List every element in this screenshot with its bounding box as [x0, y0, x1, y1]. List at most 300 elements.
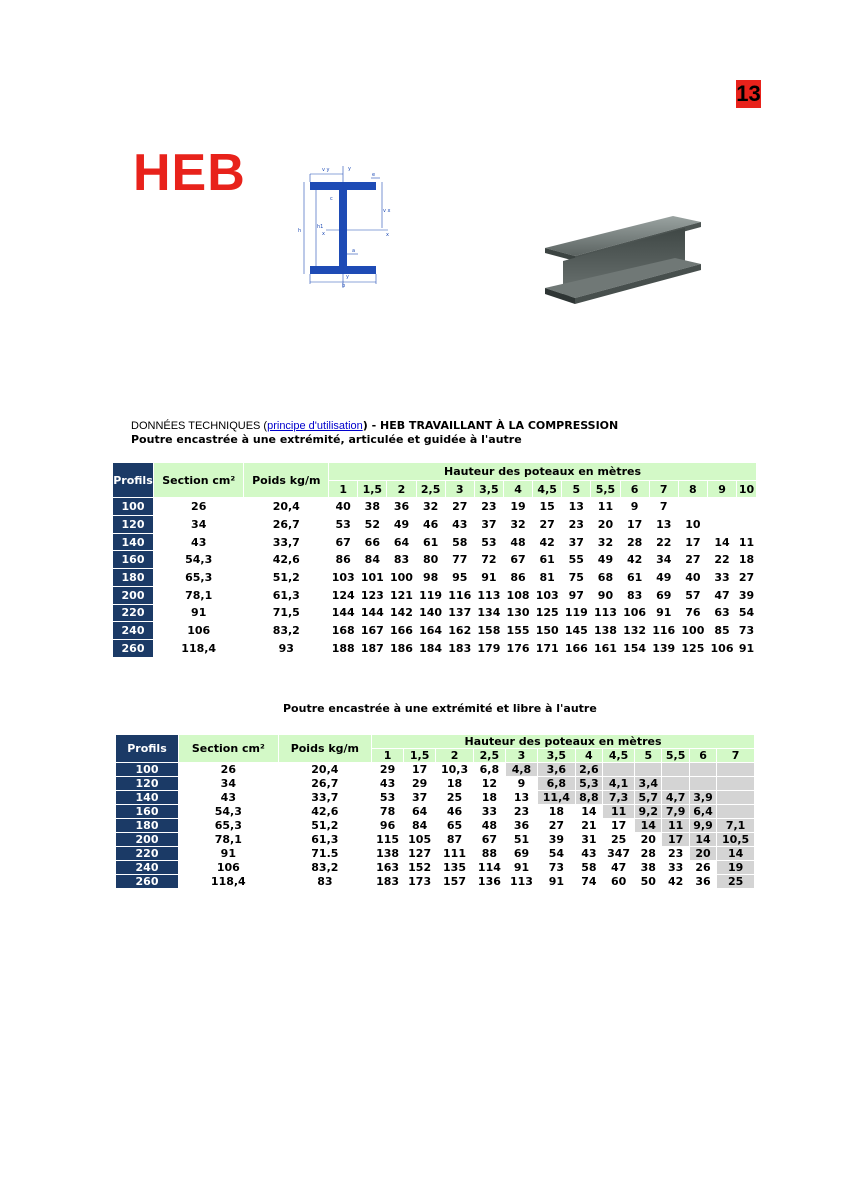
- value-cell: 67: [504, 551, 532, 568]
- value-cell: 11: [738, 535, 755, 549]
- value-cell: 91: [538, 875, 575, 888]
- value-cell: 42: [533, 534, 561, 551]
- value-cell: 27: [738, 570, 755, 584]
- value-cell: [690, 777, 716, 790]
- value-cell: 140: [417, 605, 445, 622]
- profil-cell: 260: [113, 640, 153, 657]
- poids-cell: 42,6: [311, 805, 339, 818]
- value-cell: 7,1: [717, 819, 754, 832]
- value-cell: 164: [417, 622, 445, 639]
- value-cell: 152: [404, 861, 435, 874]
- column-header-height: 3,5: [475, 481, 503, 498]
- value-cell: 157: [436, 875, 473, 888]
- diagram-label-h1: h1: [317, 224, 324, 230]
- column-header-height: 3,5: [538, 749, 575, 762]
- value-cell: 100: [679, 622, 707, 639]
- value-cell: 6,8: [474, 763, 505, 776]
- value-cell: 78: [372, 805, 403, 818]
- section-cell: 34: [191, 517, 207, 531]
- value-cell: 46: [436, 805, 473, 818]
- value-cell: 31: [576, 833, 602, 846]
- profil-cell: 140: [113, 534, 153, 551]
- table-row: [116, 847, 754, 860]
- value-cell: 23: [562, 516, 590, 533]
- poids-cell: 20,4: [272, 500, 300, 514]
- value-cell: 64: [404, 805, 435, 818]
- value-cell: 10,3: [436, 763, 473, 776]
- value-cell: 18: [474, 791, 505, 804]
- value-cell: 54: [538, 847, 575, 860]
- profil-cell: 260: [116, 875, 178, 888]
- value-cell: 64: [387, 534, 415, 551]
- value-cell: 81: [533, 569, 561, 586]
- value-cell: 15: [533, 498, 561, 515]
- value-cell: 4,8: [506, 763, 537, 776]
- value-cell: 106: [621, 605, 649, 622]
- value-cell: 51: [506, 833, 537, 846]
- section-cell: 78,1: [214, 833, 242, 846]
- table-row: [116, 791, 754, 804]
- value-cell: 83: [387, 551, 415, 568]
- value-cell: 42: [621, 551, 649, 568]
- value-cell: 17: [603, 819, 634, 832]
- section-heading-free-end: Poutre encastrée à une extrémité et libre à l'autre: [283, 702, 597, 715]
- diagram-label-h: h: [298, 228, 302, 234]
- diagram-label-a: a: [352, 248, 356, 254]
- section-cell: 65,3: [214, 819, 242, 832]
- value-cell: 74: [576, 875, 602, 888]
- section-heading-compression: [131, 419, 618, 447]
- value-cell: 11: [662, 819, 688, 832]
- value-cell: 49: [650, 569, 678, 586]
- value-cell: 23: [475, 498, 503, 515]
- section-cell: 54,3: [185, 553, 213, 567]
- poids-cell: 26,7: [272, 517, 300, 531]
- value-cell: 42: [662, 875, 688, 888]
- value-cell: 154: [621, 640, 649, 657]
- value-cell: 61: [417, 534, 445, 551]
- value-cell: 68: [591, 569, 619, 586]
- value-cell: 10: [679, 516, 707, 533]
- value-cell: 18: [436, 777, 473, 790]
- column-header-height: 9: [708, 481, 736, 498]
- value-cell: 17: [621, 516, 649, 533]
- diagram-label-x-right: x: [386, 232, 389, 238]
- diagram-label-vx: v x: [383, 208, 391, 214]
- column-header-height: 2: [387, 481, 415, 498]
- principe-utilisation-link[interactable]: principe d'utilisation: [267, 420, 363, 432]
- value-cell: 85: [708, 622, 736, 639]
- value-cell: 13: [562, 498, 590, 515]
- value-cell: 8,8: [576, 791, 602, 804]
- value-cell: 61: [533, 551, 561, 568]
- value-cell: 58: [446, 534, 474, 551]
- value-cell: 91: [475, 569, 503, 586]
- column-header-height: 3: [446, 481, 474, 498]
- value-cell: 47: [708, 587, 736, 604]
- value-cell: 25: [436, 791, 473, 804]
- profil-cell: 220: [116, 847, 178, 860]
- value-cell: 106: [708, 640, 736, 657]
- poids-cell: 83: [317, 875, 333, 888]
- value-cell: 125: [533, 605, 561, 622]
- value-cell: 113: [506, 875, 537, 888]
- header-row: [113, 463, 756, 480]
- value-cell: 53: [372, 791, 403, 804]
- column-header-height: 6: [621, 481, 649, 498]
- value-cell: 43: [372, 777, 403, 790]
- column-header-height: 3: [506, 749, 537, 762]
- section-cell: 106: [216, 861, 240, 874]
- poids-cell: 20,4: [311, 763, 339, 776]
- value-cell: 188: [329, 640, 357, 657]
- value-cell: 14: [717, 847, 754, 860]
- value-cell: 91: [738, 641, 755, 655]
- column-header-height: 4,5: [533, 481, 561, 498]
- value-cell: 161: [591, 640, 619, 657]
- value-cell: 23: [506, 805, 537, 818]
- column-header-height: 1: [372, 749, 403, 762]
- value-cell: 32: [417, 498, 445, 515]
- value-cell: 5,3: [576, 777, 602, 790]
- value-cell: 91: [506, 861, 537, 874]
- value-cell: 88: [474, 847, 505, 860]
- table-row: [113, 569, 756, 586]
- poids-cell: 93: [278, 641, 294, 655]
- value-cell: [717, 791, 754, 804]
- value-cell: 6,4: [690, 805, 716, 818]
- value-cell: 9,2: [635, 805, 661, 818]
- header-row: [116, 735, 754, 748]
- value-cell: 38: [635, 861, 661, 874]
- value-cell: 19: [504, 498, 532, 515]
- value-cell: 69: [650, 587, 678, 604]
- poids-cell: 26,7: [311, 777, 339, 790]
- value-cell: 28: [621, 534, 649, 551]
- table-row: [113, 587, 756, 604]
- value-cell: 87: [436, 833, 473, 846]
- value-cell: 115: [372, 833, 403, 846]
- profil-cell: 180: [113, 569, 153, 586]
- value-cell: 60: [603, 875, 634, 888]
- poids-cell: 83,2: [311, 861, 339, 874]
- profil-cell: 100: [113, 498, 153, 515]
- profil-cell: 160: [113, 551, 153, 568]
- value-cell: 14: [635, 819, 661, 832]
- value-cell: 27: [446, 498, 474, 515]
- value-cell: 103: [329, 569, 357, 586]
- poids-cell: 51,2: [272, 570, 300, 584]
- column-header-height: 5: [635, 749, 661, 762]
- value-cell: 108: [504, 587, 532, 604]
- table-row: [113, 622, 756, 639]
- value-cell: 36: [506, 819, 537, 832]
- value-cell: 18: [738, 553, 755, 567]
- diagram-label-x-left: x: [322, 231, 325, 237]
- value-cell: 52: [358, 516, 386, 533]
- value-cell: 125: [679, 640, 707, 657]
- profil-cell: 100: [116, 763, 178, 776]
- value-cell: 33: [474, 805, 505, 818]
- profil-cell: 200: [113, 587, 153, 604]
- value-cell: 168: [329, 622, 357, 639]
- page-number-badge: 13: [736, 81, 761, 106]
- value-cell: 66: [358, 534, 386, 551]
- value-cell: 144: [358, 605, 386, 622]
- value-cell: 65: [436, 819, 473, 832]
- poids-cell: 51,2: [311, 819, 339, 832]
- value-cell: 13: [506, 791, 537, 804]
- value-cell: 116: [446, 587, 474, 604]
- diagram-label-vy: v y: [322, 167, 330, 173]
- value-cell: 58: [576, 861, 602, 874]
- value-cell: 124: [329, 587, 357, 604]
- value-cell: 6,8: [538, 777, 575, 790]
- table-row: [113, 534, 756, 551]
- value-cell: 23: [662, 847, 688, 860]
- value-cell: 37: [404, 791, 435, 804]
- value-cell: 49: [387, 516, 415, 533]
- value-cell: 27: [533, 516, 561, 533]
- value-cell: 53: [475, 534, 503, 551]
- value-cell: 63: [708, 605, 736, 622]
- value-cell: 34: [650, 551, 678, 568]
- value-cell: 158: [475, 622, 503, 639]
- value-cell: [690, 763, 716, 776]
- section-cell: 91: [191, 606, 207, 620]
- table-row: [116, 819, 754, 832]
- value-cell: 123: [358, 587, 386, 604]
- value-cell: 29: [404, 777, 435, 790]
- value-cell: 101: [358, 569, 386, 586]
- value-cell: 103: [533, 587, 561, 604]
- column-group-header-heights: Hauteur des poteaux en mètres: [329, 463, 756, 480]
- value-cell: 84: [358, 551, 386, 568]
- value-cell: 119: [562, 605, 590, 622]
- table-row: [116, 763, 754, 776]
- value-cell: [737, 498, 756, 515]
- heading-lead-text: DONNÉES TECHNIQUES (: [131, 420, 268, 432]
- value-cell: 150: [533, 622, 561, 639]
- column-header-section: Section cm²: [154, 463, 243, 497]
- section-cell: 118,4: [181, 641, 217, 655]
- column-header-height: 10: [738, 482, 755, 496]
- profil-cell: 220: [113, 605, 153, 622]
- column-header-section: Section cm²: [179, 735, 278, 762]
- value-cell: 183: [446, 640, 474, 657]
- section-cell: 91: [220, 847, 236, 860]
- value-cell: 48: [504, 534, 532, 551]
- section-cell: 106: [187, 624, 211, 638]
- heading-subtitle: Poutre encastrée à une extrémité, articulée et guidée à l'autre: [131, 433, 522, 446]
- value-cell: 39: [738, 588, 755, 602]
- value-cell: 98: [417, 569, 445, 586]
- section-cell: 65,3: [185, 570, 213, 584]
- table-articulated: [112, 462, 757, 658]
- value-cell: [717, 777, 754, 790]
- value-cell: 25: [717, 875, 754, 888]
- value-cell: 43: [576, 847, 602, 860]
- value-cell: 166: [387, 622, 415, 639]
- value-cell: 36: [690, 875, 716, 888]
- value-cell: 162: [446, 622, 474, 639]
- value-cell: [679, 498, 707, 515]
- value-cell: 75: [562, 569, 590, 586]
- value-cell: [662, 777, 688, 790]
- profil-cell: 240: [113, 622, 153, 639]
- section-cell: 78,1: [185, 588, 213, 602]
- column-header-profils: Profils: [116, 735, 178, 762]
- value-cell: 54: [738, 606, 755, 620]
- value-cell: 27: [538, 819, 575, 832]
- value-cell: 77: [446, 551, 474, 568]
- table-row: [116, 861, 754, 874]
- value-cell: 4,1: [603, 777, 634, 790]
- section-cell: 34: [220, 777, 236, 790]
- poids-cell: 71.5: [311, 847, 339, 860]
- value-cell: 17: [662, 833, 688, 846]
- column-header-height: 5: [562, 481, 590, 498]
- value-cell: [603, 763, 634, 776]
- value-cell: 18: [538, 805, 575, 818]
- value-cell: 127: [404, 847, 435, 860]
- value-cell: 48: [474, 819, 505, 832]
- column-header-height: 4: [576, 749, 602, 762]
- poids-cell: 71,5: [272, 606, 300, 620]
- value-cell: 22: [650, 534, 678, 551]
- value-cell: 17: [679, 534, 707, 551]
- poids-cell: 83,2: [272, 624, 300, 638]
- value-cell: [717, 763, 754, 776]
- value-cell: 76: [679, 605, 707, 622]
- profil-cell: 160: [116, 805, 178, 818]
- value-cell: 33: [708, 569, 736, 586]
- heb-profile-diagram: [296, 160, 396, 290]
- value-cell: 12: [474, 777, 505, 790]
- value-cell: 97: [562, 587, 590, 604]
- profil-cell: 200: [116, 833, 178, 846]
- value-cell: [717, 805, 754, 818]
- table-row: [113, 498, 756, 515]
- table-row: [116, 805, 754, 818]
- diagram-label-y-top: y: [348, 166, 351, 172]
- column-header-height: 7: [650, 481, 678, 498]
- value-cell: [708, 516, 736, 533]
- value-cell: 57: [679, 587, 707, 604]
- value-cell: 100: [387, 569, 415, 586]
- value-cell: 27: [679, 551, 707, 568]
- value-cell: 144: [329, 605, 357, 622]
- value-cell: [662, 763, 688, 776]
- value-cell: 183: [372, 875, 403, 888]
- value-cell: 138: [372, 847, 403, 860]
- value-cell: 134: [475, 605, 503, 622]
- value-cell: 136: [474, 875, 505, 888]
- value-cell: 90: [591, 587, 619, 604]
- column-header-height: 4: [504, 481, 532, 498]
- value-cell: 80: [417, 551, 445, 568]
- value-cell: 114: [474, 861, 505, 874]
- column-header-height: 5,5: [662, 749, 688, 762]
- value-cell: 61: [621, 569, 649, 586]
- column-header-poids: Poids kg/m: [279, 735, 371, 762]
- poids-cell: 61,3: [272, 588, 300, 602]
- value-cell: 39: [538, 833, 575, 846]
- value-cell: 3,9: [690, 791, 716, 804]
- diagram-label-b: b: [342, 283, 346, 289]
- value-cell: 9,9: [690, 819, 716, 832]
- table-row: [116, 875, 754, 888]
- heb-beam-illustration: [545, 216, 705, 306]
- value-cell: 20: [690, 847, 716, 860]
- value-cell: 32: [504, 516, 532, 533]
- value-cell: 46: [417, 516, 445, 533]
- value-cell: 116: [650, 622, 678, 639]
- value-cell: 137: [446, 605, 474, 622]
- value-cell: 43: [446, 516, 474, 533]
- column-header-height: 6: [690, 749, 716, 762]
- value-cell: 40: [679, 569, 707, 586]
- value-cell: 173: [404, 875, 435, 888]
- table-free-end: [115, 734, 755, 889]
- table-row: [113, 551, 756, 568]
- value-cell: 20: [591, 516, 619, 533]
- poids-cell: 42,6: [272, 553, 300, 567]
- value-cell: 38: [358, 498, 386, 515]
- value-cell: 96: [372, 819, 403, 832]
- column-header-height: 5,5: [591, 481, 619, 498]
- value-cell: 113: [475, 587, 503, 604]
- value-cell: 26: [690, 861, 716, 874]
- value-cell: 91: [650, 605, 678, 622]
- column-header-height: 2,5: [474, 749, 505, 762]
- profil-cell: 180: [116, 819, 178, 832]
- value-cell: 5,7: [635, 791, 661, 804]
- value-cell: 166: [562, 640, 590, 657]
- value-cell: 21: [576, 819, 602, 832]
- value-cell: [635, 763, 661, 776]
- value-cell: 83: [621, 587, 649, 604]
- value-cell: 86: [504, 569, 532, 586]
- value-cell: 155: [504, 622, 532, 639]
- value-cell: 138: [591, 622, 619, 639]
- value-cell: 13: [650, 516, 678, 533]
- profil-cell: 120: [113, 516, 153, 533]
- value-cell: 37: [562, 534, 590, 551]
- value-cell: 20: [635, 833, 661, 846]
- value-cell: 4,7: [662, 791, 688, 804]
- poids-cell: 33,7: [311, 791, 339, 804]
- value-cell: 7,9: [662, 805, 688, 818]
- value-cell: 121: [387, 587, 415, 604]
- value-cell: 19: [717, 861, 754, 874]
- column-header-height: 7: [717, 749, 754, 762]
- value-cell: 347: [603, 847, 634, 860]
- column-header-height: 1,5: [404, 749, 435, 762]
- value-cell: 135: [436, 861, 473, 874]
- table-row: [113, 640, 756, 657]
- value-cell: 179: [475, 640, 503, 657]
- value-cell: 47: [603, 861, 634, 874]
- value-cell: 171: [533, 640, 561, 657]
- value-cell: 10,5: [717, 833, 754, 846]
- value-cell: 3,6: [538, 763, 575, 776]
- section-cell: 43: [191, 535, 207, 549]
- value-cell: 86: [329, 551, 357, 568]
- value-cell: 7: [650, 498, 678, 515]
- value-cell: 14: [576, 805, 602, 818]
- value-cell: 55: [562, 551, 590, 568]
